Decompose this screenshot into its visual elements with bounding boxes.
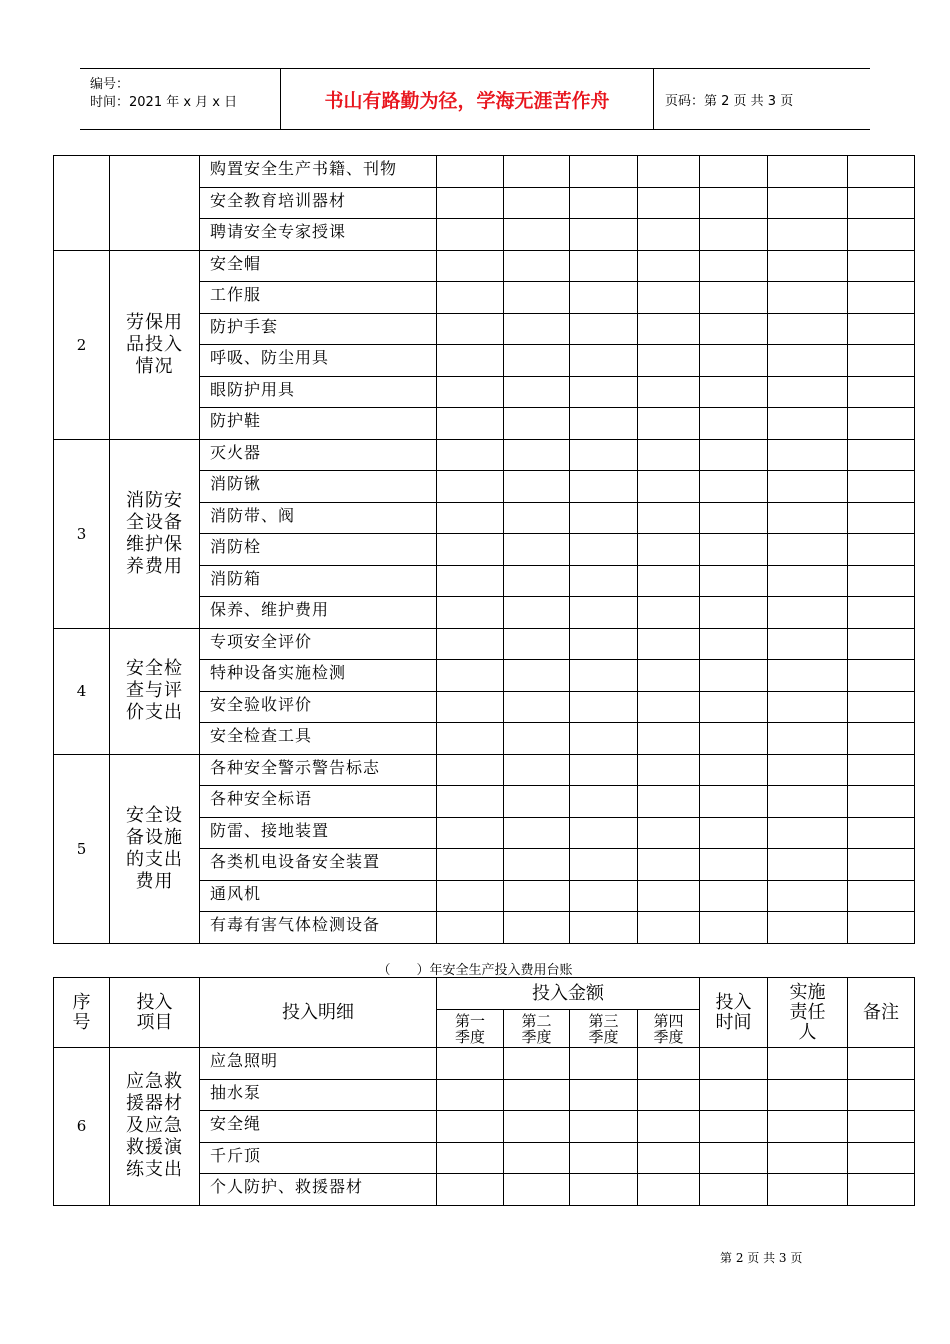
category-cell: 安全设备设施的支出费用 — [110, 754, 200, 943]
entry-cell[interactable] — [638, 408, 700, 440]
entry-cell[interactable] — [504, 282, 570, 314]
entry-cell[interactable] — [768, 880, 848, 912]
entry-cell[interactable] — [504, 880, 570, 912]
detail-cell: 消防带、阀 — [200, 502, 437, 534]
entry-cell[interactable] — [638, 880, 700, 912]
entry-cell[interactable] — [504, 376, 570, 408]
entry-cell[interactable] — [504, 250, 570, 282]
entry-cell[interactable] — [700, 408, 768, 440]
entry-cell[interactable] — [768, 817, 848, 849]
entry-cell[interactable] — [768, 534, 848, 566]
entry-cell[interactable] — [848, 1142, 915, 1174]
entry-cell[interactable] — [437, 471, 504, 503]
entry-cell[interactable] — [570, 754, 638, 786]
entry-cell[interactable] — [638, 534, 700, 566]
entry-cell[interactable] — [570, 219, 638, 251]
entry-cell[interactable] — [700, 723, 768, 755]
detail-cell: 通风机 — [200, 880, 437, 912]
entry-cell[interactable] — [437, 156, 504, 188]
entry-cell[interactable] — [700, 1174, 768, 1206]
entry-cell[interactable] — [504, 754, 570, 786]
entry-cell[interactable] — [848, 754, 915, 786]
entry-cell[interactable] — [570, 786, 638, 818]
entry-cell[interactable] — [638, 187, 700, 219]
header-q4: 第四季度 — [638, 1010, 700, 1048]
entry-cell[interactable] — [437, 1048, 504, 1080]
entry-cell[interactable] — [504, 1048, 570, 1080]
entry-cell[interactable] — [848, 597, 915, 629]
header-amount: 投入金额 — [437, 978, 700, 1010]
entry-cell[interactable] — [638, 156, 700, 188]
entry-cell[interactable] — [570, 439, 638, 471]
table-row — [54, 1048, 915, 1080]
entry-cell[interactable] — [848, 817, 915, 849]
entry-cell[interactable] — [504, 628, 570, 660]
row-number: 5 — [54, 754, 110, 943]
time-label: 时间：2021 年 x 月 x 日 — [90, 95, 238, 110]
entry-cell[interactable] — [570, 502, 638, 534]
detail-cell: 安全绳 — [200, 1111, 437, 1143]
entry-cell[interactable] — [504, 313, 570, 345]
row-number — [54, 156, 110, 251]
table-row — [54, 439, 915, 471]
detail-cell: 各类机电设备安全装置 — [200, 849, 437, 881]
entry-cell[interactable] — [848, 534, 915, 566]
entry-cell[interactable] — [848, 250, 915, 282]
entry-cell[interactable] — [570, 1142, 638, 1174]
entry-cell[interactable] — [848, 282, 915, 314]
detail-cell: 个人防护、救援器材 — [200, 1174, 437, 1206]
entry-cell[interactable] — [437, 786, 504, 818]
entry-cell[interactable] — [570, 660, 638, 692]
entry-cell[interactable] — [437, 534, 504, 566]
entry-cell[interactable] — [768, 597, 848, 629]
entry-cell[interactable] — [638, 313, 700, 345]
detail-cell: 防护手套 — [200, 313, 437, 345]
detail-cell: 聘请安全专家授课 — [200, 219, 437, 251]
header-meta — [80, 69, 281, 129]
entry-cell[interactable] — [768, 376, 848, 408]
entry-cell[interactable] — [700, 1111, 768, 1143]
entry-cell[interactable] — [638, 345, 700, 377]
entry-cell[interactable] — [504, 1174, 570, 1206]
entry-cell[interactable] — [504, 912, 570, 944]
entry-cell[interactable] — [768, 754, 848, 786]
entry-cell[interactable] — [570, 471, 638, 503]
entry-cell[interactable] — [768, 502, 848, 534]
entry-cell[interactable] — [848, 219, 915, 251]
entry-cell[interactable] — [570, 817, 638, 849]
header-page-number: 页码：第 2 页 共 3 页 — [665, 93, 794, 109]
entry-cell[interactable] — [768, 187, 848, 219]
entry-cell[interactable] — [638, 660, 700, 692]
table-row — [54, 628, 915, 660]
table-row — [54, 156, 915, 188]
entry-cell[interactable] — [768, 439, 848, 471]
entry-cell[interactable] — [437, 408, 504, 440]
detail-cell: 消防箱 — [200, 565, 437, 597]
entry-cell[interactable] — [504, 1079, 570, 1111]
entry-cell[interactable] — [638, 691, 700, 723]
entry-cell[interactable] — [638, 817, 700, 849]
entry-cell[interactable] — [768, 219, 848, 251]
entry-cell[interactable] — [700, 1142, 768, 1174]
entry-cell[interactable] — [437, 723, 504, 755]
entry-cell[interactable] — [638, 1079, 700, 1111]
entry-cell[interactable] — [700, 628, 768, 660]
row-number: 2 — [54, 250, 110, 439]
entry-cell[interactable] — [504, 597, 570, 629]
entry-cell[interactable] — [768, 660, 848, 692]
entry-cell[interactable] — [848, 345, 915, 377]
detail-cell: 防雷、接地装置 — [200, 817, 437, 849]
entry-cell[interactable] — [504, 723, 570, 755]
detail-cell: 应急照明 — [200, 1048, 437, 1080]
detail-cell: 消防锹 — [200, 471, 437, 503]
entry-cell[interactable] — [768, 408, 848, 440]
entry-cell[interactable] — [638, 502, 700, 534]
entry-cell[interactable] — [504, 187, 570, 219]
detail-cell: 特种设备实施检测 — [200, 660, 437, 692]
entry-cell[interactable] — [437, 187, 504, 219]
header-q1: 第一季度 — [437, 1010, 504, 1048]
entry-cell[interactable] — [504, 439, 570, 471]
entry-cell[interactable] — [570, 408, 638, 440]
cost-table-top — [53, 155, 915, 944]
entry-cell[interactable] — [504, 471, 570, 503]
entry-cell[interactable] — [700, 345, 768, 377]
entry-cell[interactable] — [848, 849, 915, 881]
detail-cell: 工作服 — [200, 282, 437, 314]
entry-cell[interactable] — [848, 408, 915, 440]
entry-cell[interactable] — [504, 408, 570, 440]
entry-cell[interactable] — [700, 1048, 768, 1080]
entry-cell[interactable] — [848, 439, 915, 471]
row-number: 6 — [54, 1048, 110, 1206]
detail-cell: 各种安全标语 — [200, 786, 437, 818]
entry-cell[interactable] — [570, 282, 638, 314]
entry-cell[interactable] — [700, 912, 768, 944]
entry-cell[interactable] — [768, 1048, 848, 1080]
entry-cell[interactable] — [768, 628, 848, 660]
detail-cell: 眼防护用具 — [200, 376, 437, 408]
entry-cell[interactable] — [437, 282, 504, 314]
entry-cell[interactable] — [570, 156, 638, 188]
entry-cell[interactable] — [700, 471, 768, 503]
entry-cell[interactable] — [570, 597, 638, 629]
entry-cell[interactable] — [638, 1048, 700, 1080]
header-seq: 序号 — [54, 978, 110, 1048]
entry-cell[interactable] — [700, 439, 768, 471]
entry-cell[interactable] — [504, 156, 570, 188]
entry-cell[interactable] — [768, 1142, 848, 1174]
entry-cell[interactable] — [437, 880, 504, 912]
entry-cell[interactable] — [570, 628, 638, 660]
entry-cell[interactable] — [848, 660, 915, 692]
entry-cell[interactable] — [504, 565, 570, 597]
category-cell: 消防安全设备维护保养费用 — [110, 439, 200, 628]
entry-cell[interactable] — [768, 1111, 848, 1143]
entry-cell[interactable] — [768, 691, 848, 723]
entry-cell[interactable] — [437, 345, 504, 377]
entry-cell[interactable] — [700, 754, 768, 786]
row-number: 3 — [54, 439, 110, 628]
category-cell — [110, 156, 200, 251]
entry-cell[interactable] — [638, 471, 700, 503]
detail-cell: 有毒有害气体检测设备 — [200, 912, 437, 944]
detail-cell: 专项安全评价 — [200, 628, 437, 660]
entry-cell[interactable] — [768, 1079, 848, 1111]
entry-cell[interactable] — [700, 660, 768, 692]
detail-cell: 保养、维护费用 — [200, 597, 437, 629]
header-q3: 第三季度 — [570, 1010, 638, 1048]
entry-cell[interactable] — [570, 250, 638, 282]
table-caption: （ ）年安全生产投入费用台账 — [377, 963, 573, 978]
entry-cell[interactable] — [437, 660, 504, 692]
entry-cell[interactable] — [570, 691, 638, 723]
category-cell: 劳保用品投入情况 — [110, 250, 200, 439]
header-motto: 书山有路勤为径，学海无涯苦作舟 — [281, 69, 654, 129]
entry-cell[interactable] — [768, 723, 848, 755]
entry-cell[interactable] — [700, 565, 768, 597]
entry-cell[interactable] — [768, 471, 848, 503]
entry-cell[interactable] — [504, 219, 570, 251]
entry-cell[interactable] — [700, 691, 768, 723]
entry-cell[interactable] — [638, 912, 700, 944]
entry-cell[interactable] — [570, 187, 638, 219]
entry-cell[interactable] — [570, 313, 638, 345]
serial-label: 编号： — [90, 77, 130, 92]
entry-cell[interactable] — [700, 219, 768, 251]
entry-cell[interactable] — [768, 849, 848, 881]
entry-cell[interactable] — [570, 376, 638, 408]
entry-cell[interactable] — [848, 376, 915, 408]
category-cell: 应急救援器材及应急救援演练支出 — [110, 1048, 200, 1206]
table-row — [54, 754, 915, 786]
entry-cell[interactable] — [848, 156, 915, 188]
entry-cell[interactable] — [638, 628, 700, 660]
entry-cell[interactable] — [437, 565, 504, 597]
entry-cell[interactable] — [638, 439, 700, 471]
row-number: 4 — [54, 628, 110, 754]
entry-cell[interactable] — [570, 1174, 638, 1206]
entry-cell[interactable] — [638, 849, 700, 881]
entry-cell[interactable] — [700, 282, 768, 314]
entry-cell[interactable] — [700, 597, 768, 629]
entry-cell[interactable] — [768, 565, 848, 597]
entry-cell[interactable] — [848, 1079, 915, 1111]
header-project: 投入项目 — [110, 978, 200, 1048]
entry-cell[interactable] — [570, 723, 638, 755]
entry-cell[interactable] — [638, 282, 700, 314]
entry-cell[interactable] — [700, 817, 768, 849]
header-remark: 备注 — [848, 978, 915, 1048]
entry-cell[interactable] — [504, 849, 570, 881]
entry-cell[interactable] — [437, 439, 504, 471]
entry-cell[interactable] — [437, 1142, 504, 1174]
entry-cell[interactable] — [638, 597, 700, 629]
entry-cell[interactable] — [848, 565, 915, 597]
detail-cell: 千斤顶 — [200, 1142, 437, 1174]
entry-cell[interactable] — [437, 817, 504, 849]
entry-cell[interactable] — [437, 754, 504, 786]
detail-cell: 安全教育培训器材 — [200, 187, 437, 219]
entry-cell[interactable] — [638, 723, 700, 755]
entry-cell[interactable] — [437, 219, 504, 251]
entry-cell[interactable] — [638, 565, 700, 597]
entry-cell[interactable] — [768, 282, 848, 314]
entry-cell[interactable] — [848, 723, 915, 755]
entry-cell[interactable] — [570, 1111, 638, 1143]
entry-cell[interactable] — [437, 313, 504, 345]
entry-cell[interactable] — [700, 849, 768, 881]
entry-cell[interactable] — [437, 502, 504, 534]
entry-cell[interactable] — [638, 376, 700, 408]
entry-cell[interactable] — [504, 1142, 570, 1174]
entry-cell[interactable] — [504, 786, 570, 818]
entry-cell[interactable] — [700, 376, 768, 408]
entry-cell[interactable] — [638, 1111, 700, 1143]
entry-cell[interactable] — [437, 597, 504, 629]
table-row — [54, 250, 915, 282]
entry-cell[interactable] — [848, 187, 915, 219]
entry-cell[interactable] — [437, 912, 504, 944]
entry-cell[interactable] — [570, 345, 638, 377]
page-header — [80, 68, 870, 130]
entry-cell[interactable] — [700, 534, 768, 566]
header-detail: 投入明细 — [200, 978, 437, 1048]
entry-cell[interactable] — [700, 250, 768, 282]
entry-cell[interactable] — [848, 880, 915, 912]
entry-cell[interactable] — [437, 376, 504, 408]
entry-cell[interactable] — [437, 849, 504, 881]
entry-cell[interactable] — [848, 1111, 915, 1143]
header-q2: 第二季度 — [504, 1010, 570, 1048]
detail-cell: 抽水泵 — [200, 1079, 437, 1111]
entry-cell[interactable] — [768, 912, 848, 944]
entry-cell[interactable] — [570, 565, 638, 597]
entry-cell[interactable] — [848, 1048, 915, 1080]
entry-cell[interactable] — [848, 313, 915, 345]
entry-cell[interactable] — [768, 156, 848, 188]
entry-cell[interactable] — [848, 471, 915, 503]
detail-cell: 呼吸、防尘用具 — [200, 345, 437, 377]
entry-cell[interactable] — [700, 313, 768, 345]
entry-cell[interactable] — [570, 1048, 638, 1080]
entry-cell[interactable] — [638, 1142, 700, 1174]
entry-cell[interactable] — [638, 1174, 700, 1206]
entry-cell[interactable] — [504, 1111, 570, 1143]
entry-cell[interactable] — [638, 786, 700, 818]
entry-cell[interactable] — [437, 250, 504, 282]
detail-cell: 各种安全警示警告标志 — [200, 754, 437, 786]
entry-cell[interactable] — [848, 628, 915, 660]
detail-cell: 防护鞋 — [200, 408, 437, 440]
entry-cell[interactable] — [848, 786, 915, 818]
entry-cell[interactable] — [768, 345, 848, 377]
detail-cell: 安全验收评价 — [200, 691, 437, 723]
entry-cell[interactable] — [700, 786, 768, 818]
entry-cell[interactable] — [504, 817, 570, 849]
entry-cell[interactable] — [437, 1111, 504, 1143]
entry-cell[interactable] — [700, 880, 768, 912]
entry-cell[interactable] — [504, 534, 570, 566]
entry-cell[interactable] — [570, 1079, 638, 1111]
entry-cell[interactable] — [848, 502, 915, 534]
entry-cell[interactable] — [700, 1079, 768, 1111]
header-person: 实施责任人 — [768, 978, 848, 1048]
entry-cell[interactable] — [768, 1174, 848, 1206]
entry-cell[interactable] — [504, 345, 570, 377]
entry-cell[interactable] — [638, 250, 700, 282]
entry-cell[interactable] — [437, 691, 504, 723]
detail-cell: 安全检查工具 — [200, 723, 437, 755]
entry-cell[interactable] — [848, 912, 915, 944]
category-cell: 安全检查与评价支出 — [110, 628, 200, 754]
entry-cell[interactable] — [437, 1174, 504, 1206]
detail-cell: 安全帽 — [200, 250, 437, 282]
detail-cell: 购置安全生产书籍、刊物 — [200, 156, 437, 188]
entry-cell[interactable] — [504, 691, 570, 723]
entry-cell[interactable] — [700, 187, 768, 219]
entry-cell[interactable] — [570, 849, 638, 881]
entry-cell[interactable] — [570, 912, 638, 944]
detail-cell: 灭火器 — [200, 439, 437, 471]
entry-cell[interactable] — [768, 313, 848, 345]
entry-cell[interactable] — [638, 754, 700, 786]
entry-cell[interactable] — [437, 628, 504, 660]
entry-cell[interactable] — [504, 502, 570, 534]
page-footer: 第 2 页 共 3 页 — [720, 1251, 803, 1265]
entry-cell[interactable] — [768, 250, 848, 282]
entry-cell[interactable] — [848, 1174, 915, 1206]
entry-cell[interactable] — [570, 880, 638, 912]
entry-cell[interactable] — [848, 691, 915, 723]
entry-cell[interactable] — [504, 660, 570, 692]
entry-cell[interactable] — [700, 156, 768, 188]
cost-table-bottom — [53, 977, 915, 1206]
entry-cell[interactable] — [437, 1079, 504, 1111]
entry-cell[interactable] — [700, 502, 768, 534]
detail-cell: 消防栓 — [200, 534, 437, 566]
entry-cell[interactable] — [768, 786, 848, 818]
header-time: 投入时间 — [700, 978, 768, 1048]
entry-cell[interactable] — [570, 534, 638, 566]
entry-cell[interactable] — [638, 219, 700, 251]
